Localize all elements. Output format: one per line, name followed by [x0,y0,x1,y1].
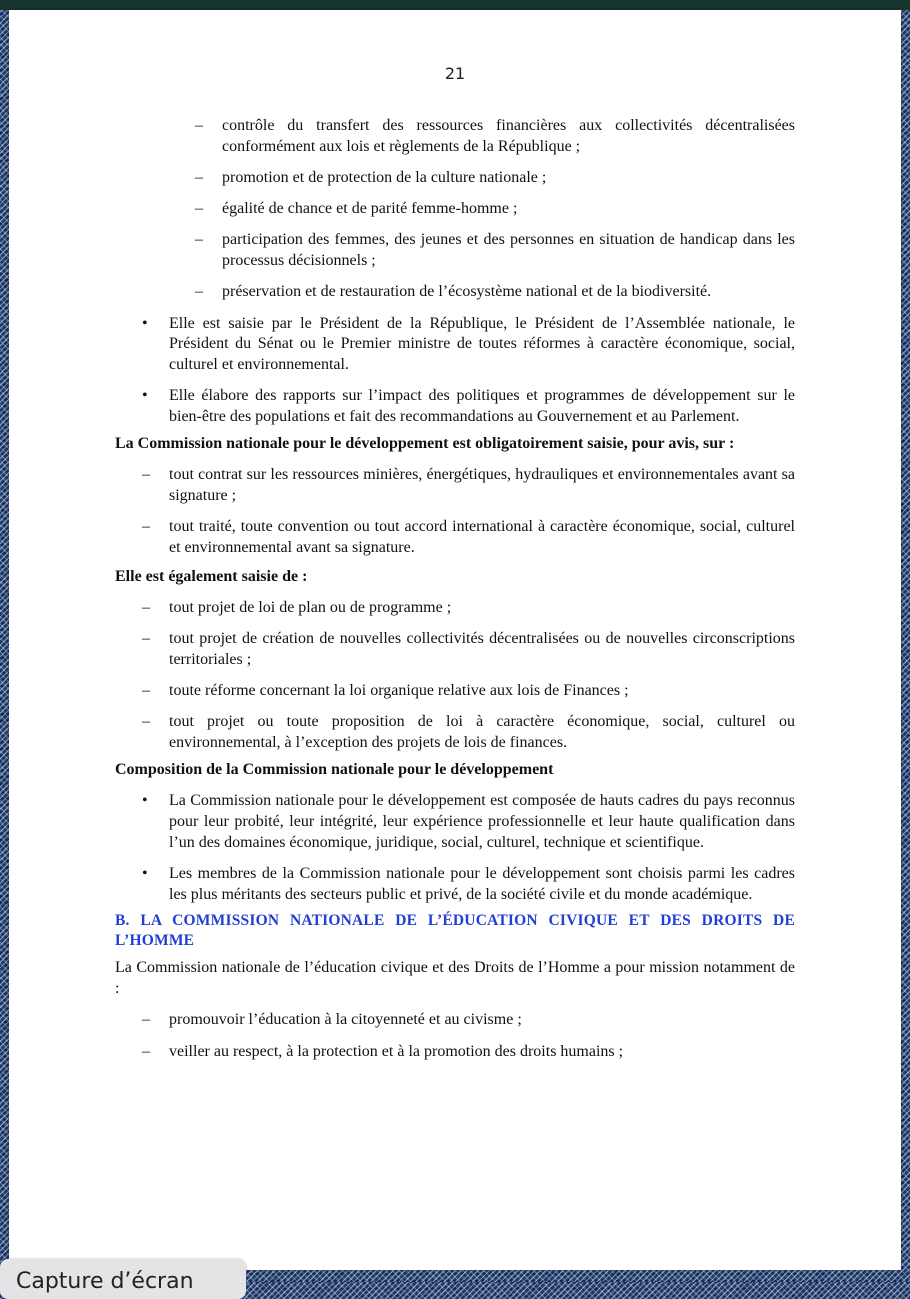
bullet-item [142,314,795,376]
window-top-bar [0,0,910,10]
list-item [142,1042,795,1063]
bullet-item-text: La Commission nationale pour le développement est composée de hauts cadres du pays reconnus pour leur probité, leur intégrité, leur expérience professionnelle et leur haute qualification dans l’un des domaines économique, juridique, social, culturel, technique et scientifique. [169,792,795,851]
bullet-item-text: Les membres de la Commission nationale pour le développement sont choisis parmi les cadres les plus méritants des secteurs public et privé, de la société civile et du monde académique. [169,864,795,903]
screenshot-thumbnail-label[interactable]: Capture d’écran [0,1259,246,1299]
page-number: 21 [444,64,466,83]
list-item [195,168,795,189]
bullet-marker: • [142,792,148,809]
list-item-text: veiller au respect, à la protection et à la promotion des droits humains ; [169,1042,624,1060]
list-item-text: participation des femmes, des jeunes et des personnes en situation de handicap dans les processus décisionnels ; [222,231,795,270]
document-page [9,10,901,1270]
bullet-item [142,386,795,428]
obligatory-referral-list [115,465,795,559]
list-item [195,230,795,272]
also-referral-list [115,598,795,754]
dash-marker: – [142,466,150,484]
bullet-marker: • [142,387,148,405]
list-item [142,517,795,559]
list-item [195,282,795,303]
list-item [142,629,795,671]
dash-marker: – [142,713,150,731]
list-item [195,116,795,158]
list-item [142,1010,795,1031]
list-item-text: tout projet ou toute proposition de loi à caractère économique, social, culturel ou environnemental, à l’exception des projets de lois de finances. [169,713,795,752]
list-item-text: préservation et de restauration de l’écosystème national et de la biodiversité. [222,283,712,301]
dash-marker: – [142,1011,150,1029]
bullet-marker: • [142,314,148,332]
list-item-text: tout projet de loi de plan ou de programme ; [169,598,452,616]
list-item-text: toute réforme concernant la loi organique relative aux lois de Finances ; [169,682,629,700]
dash-marker: – [195,200,203,218]
list-item [142,712,795,754]
dash-marker: – [195,117,203,134]
dash-marker: – [195,168,203,186]
list-item [142,465,795,507]
list-item-text: tout projet de création de nouvelles collectivités décentralisées ou de nouvelles circonscriptions territoriales ; [169,630,795,668]
list-item-text: promouvoir l’éducation à la citoyenneté et au civisme ; [169,1011,522,1029]
bullet-item-text: Elle élabore des rapports sur l’impact des politiques et programmes de développement sur le bien-être des populations et fait des recommandations au Gouvernement et au Parlement. [169,387,795,426]
dash-marker: – [142,682,150,700]
section-b-intro: La Commission nationale de l’éducation civique et des Droits de l’Homme a pour mission notamment de : [115,959,795,998]
list-item-text: contrôle du transfert des ressources financières aux collectivités décentralisées conformément aux lois et règlements de la République ; [222,117,795,155]
list-item-text: égalité de chance et de parité femme-homme ; [222,200,518,218]
list-item-text: tout contrat sur les ressources minières, énergétiques, hydrauliques et environnementales avant sa signature ; [169,466,795,504]
obligatory-referral-heading: La Commission nationale pour le développement est obligatoirement saisie, pour avis, sur : [115,434,735,452]
civic-mission-list [115,1010,795,1062]
bullet-item [142,864,795,906]
bullet-item-text: Elle est saisie par le Président de la République, le Président de l’Assemblée nationale, le Président du Sénat ou le Premier ministre de toutes réformes à caractère économique, social, culturel et environnemental. [169,314,795,374]
list-item [142,598,795,619]
dash-marker: – [142,630,150,648]
list-item-text: promotion et de protection de la culture nationale ; [222,168,547,186]
list-item [195,199,795,220]
section-b-title: B. LA COMMISSION NATIONALE DE L’ÉDUCATION CIVIQUE ET DES DROITS DE L’HOMME [115,912,795,949]
bullet-item [142,791,795,853]
list-item [142,681,795,702]
composition-bullet-list [115,791,795,905]
page-content [115,116,795,1073]
role-bullet-list [115,314,795,428]
dash-marker: – [195,283,203,301]
also-referral-heading: Elle est également saisie de : [115,567,308,585]
list-item-text: tout traité, toute convention ou tout accord international à caractère économique, social, culturel et environnemental avant sa signature. [169,518,795,556]
mission-list [115,116,795,303]
dash-marker: – [142,518,150,536]
composition-heading: Composition de la Commission nationale pour le développement [115,760,554,778]
dash-marker: – [142,598,150,616]
bullet-marker: • [142,864,148,882]
dash-marker: – [195,231,203,249]
dash-marker: – [142,1042,150,1060]
